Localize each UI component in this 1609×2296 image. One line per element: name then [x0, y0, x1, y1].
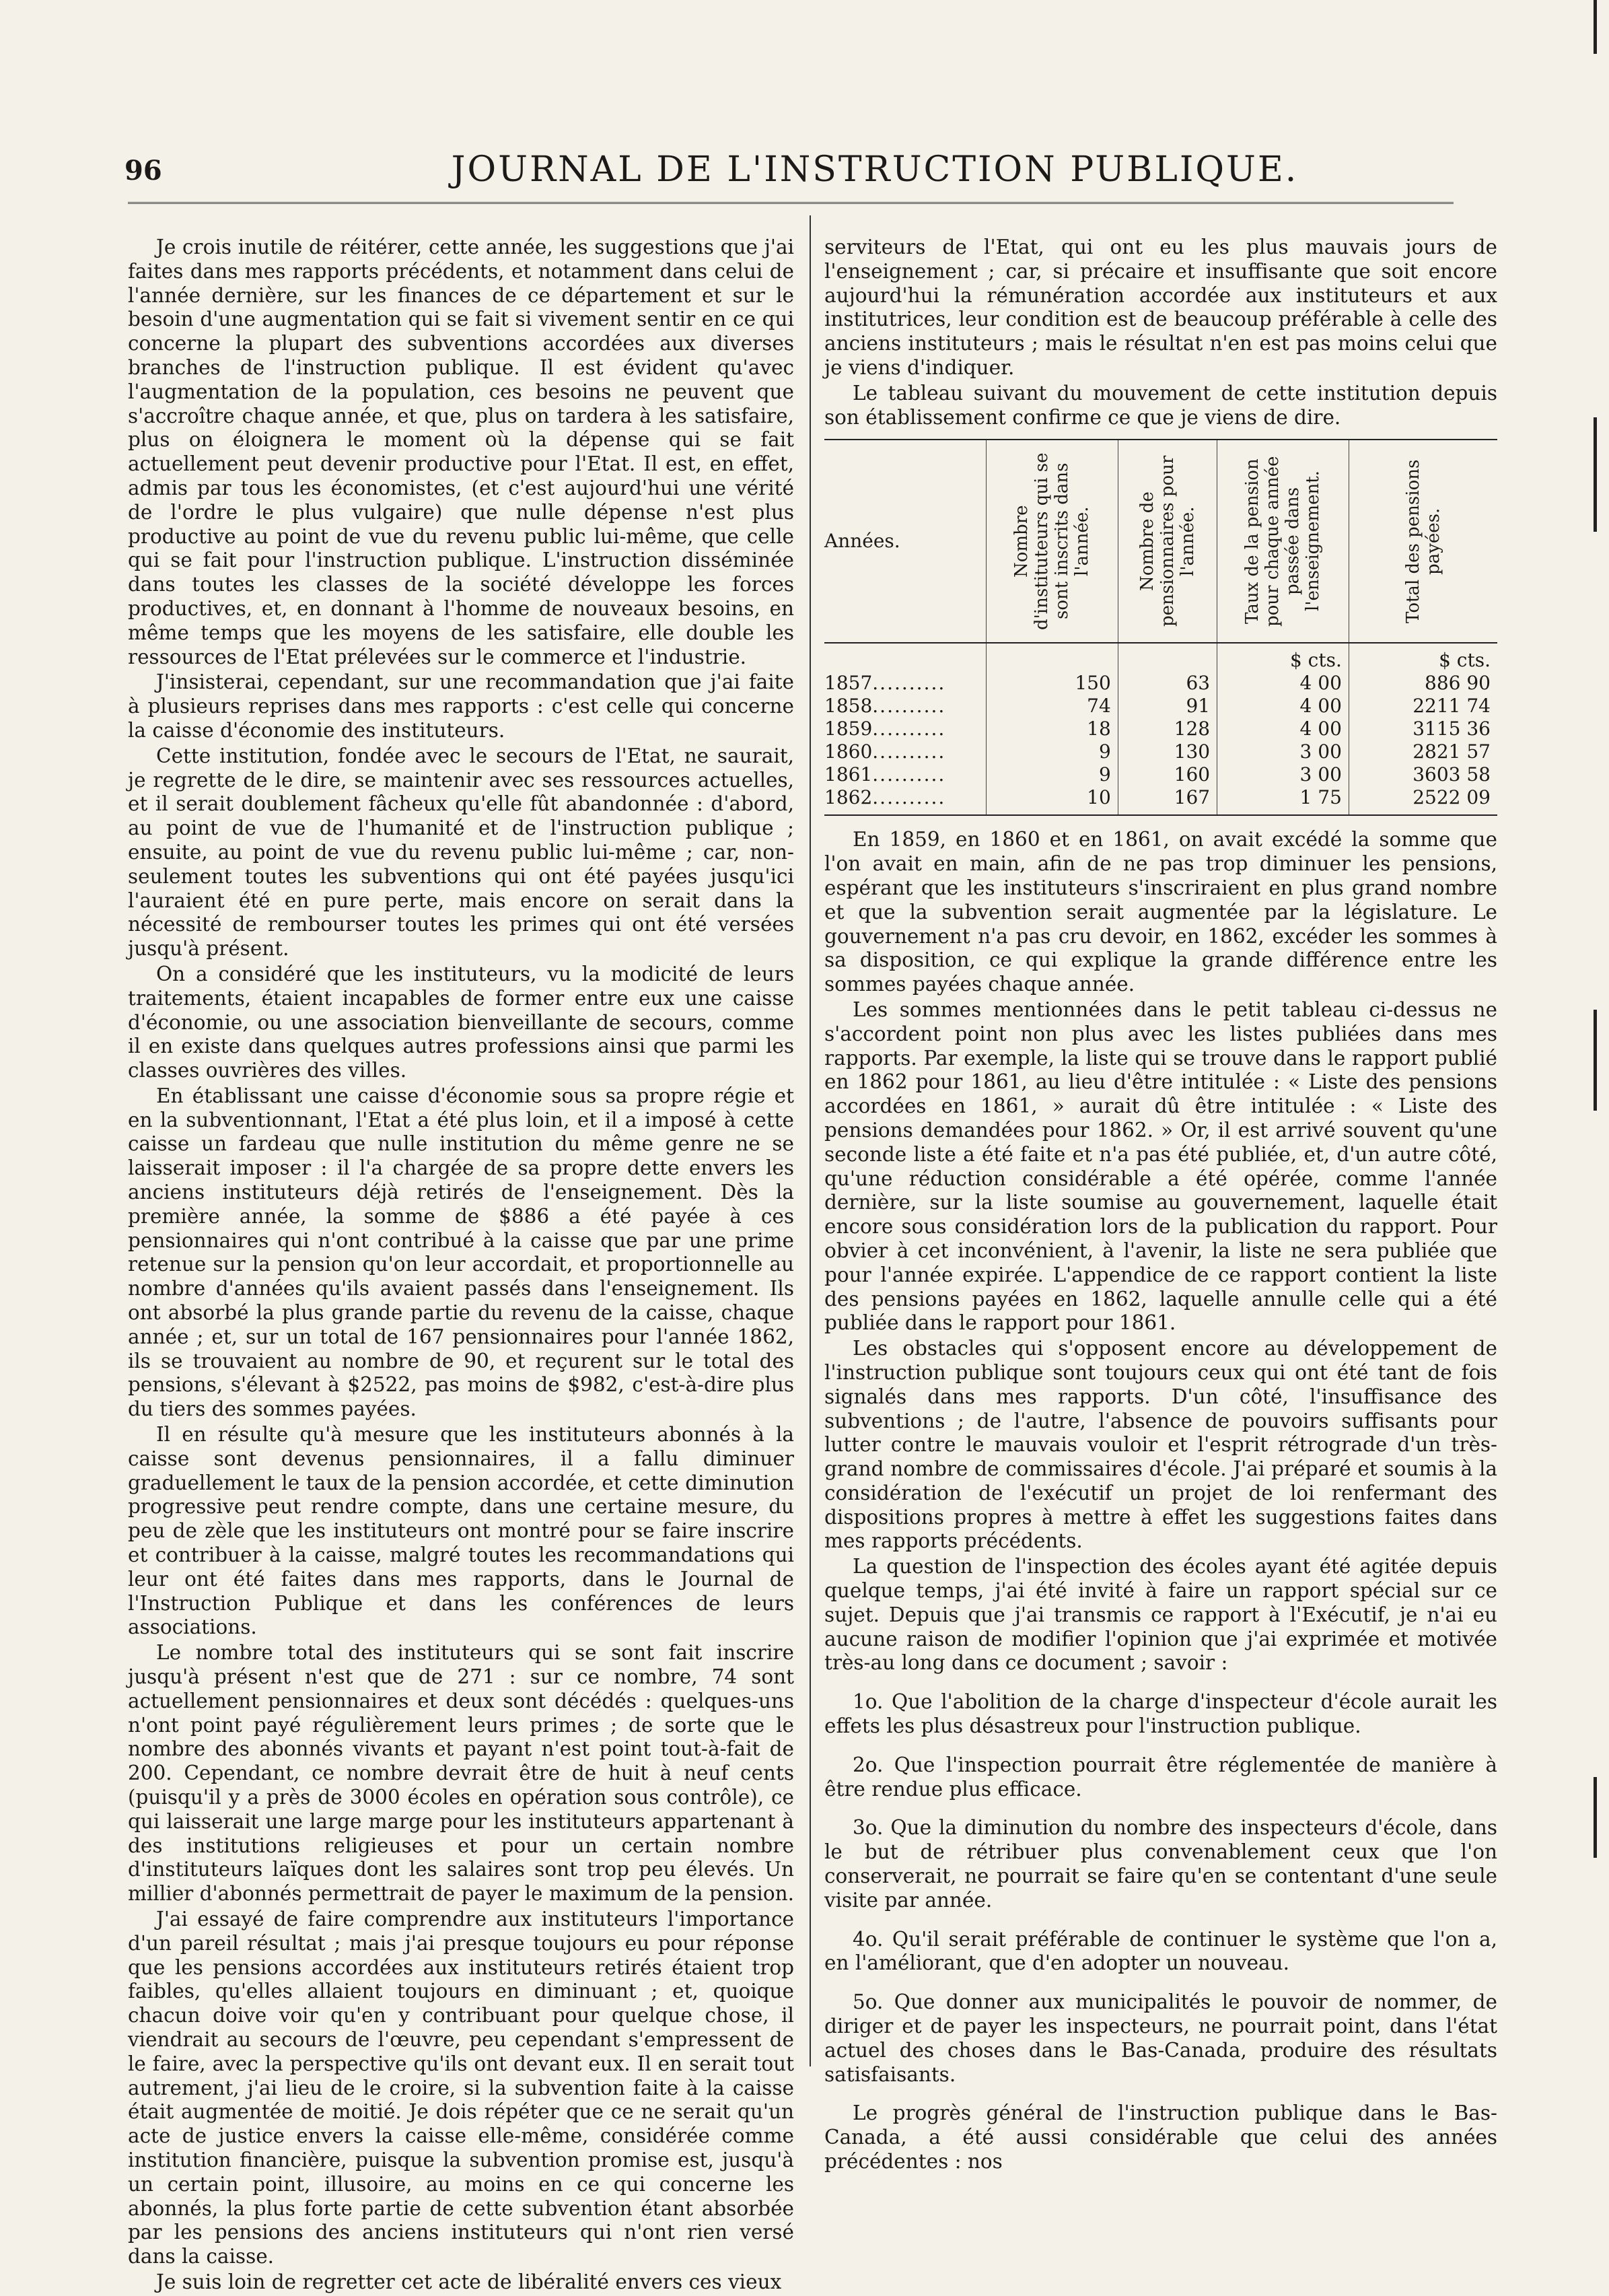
table-row: 1861.......... 9 160 3 00 3603 58 — [824, 763, 1497, 786]
scan-edge-mark — [1594, 417, 1597, 532]
paragraph: Je suis loin de regretter cet acte de libéralité envers ces vieux — [156, 2270, 782, 2293]
table-row: 1859.......... 18 128 4 00 3115 36 — [824, 718, 1497, 740]
table-row: 1860.......... 9 130 3 00 2821 57 — [824, 740, 1497, 763]
paragraph: En 1859, en 1860 et en 1861, on avait excédé la somme que l'on avait en main, afin de ne pas trop diminuer les pensions, espérant que les instituteurs s'inscriraient en plus grand nombre et que la subvention serait augmentée par la législature. Le gouvernement n'a pas cru devoir, en 1862, excéder les sommes à sa disposition, ce qui explique la grande différence entre les sommes payées chaque année. — [824, 828, 1497, 996]
left-column — [128, 236, 794, 2296]
paragraph: Je crois inutile de réitérer, cette année, les suggestions que j'ai faites dans mes rapports précédents, et notamment dans celui de l'année dernière, sur les finances de ce département et sur le besoin d'une augmentation qui se fait si vivement sentir en ce qui concerne la plupart des subventions accordées aux diverses branches de l'instruction publique. Il est évident qu'avec l'augmentation de la population, ces besoins ne peuvent que s'accroître chaque année, et que, plus on tardera à les satisfaire, plus on éloignera le moment où la dépense qui se fait actuellement peut devenir productive pour l'Etat. Il est, en effet, admis par tous les économistes, (et c'est aujourd'hui une vérité de l'ordre le plus vulgaire) que nulle dépense n'est plus productive au point de vue du revenu public lui-même, que celle qui se fait pour l'instruction publique. L'instruction disséminée dans toutes les classes de la société développe les forces productives, et, en donnant à l'homme de nouveaux besoins, en même temps que les moyens de les satisfaire, elle double les ressources de l'Etat prélevées sur le commerce et l'industrie. — [128, 236, 794, 668]
table-row: 1857.......... 150 63 4 00 886 90 — [824, 672, 1497, 695]
paragraph: J'ai essayé de faire comprendre aux instituteurs l'importance d'un pareil résultat ; mais j'ai presque toujours eu pour réponse que les pensions accordées aux instituteurs retirés étaient trop faibles, qu'elles allaient toujours en diminuant ; et, quoique chacun doive voir qu'en y contribuant pour quelque chose, il viendrait au secours de l'œuvre, peu cependant s'empressent de le faire, avec la perspective qu'ils ont devant eux. Il en serait tout autrement, j'ai lieu de le croire, si la subvention faite à la caisse était augmentée de moitié. Je dois répéter que ce ne serait qu'un acte de justice envers la caisse elle-même, considérée comme institution financière, puisque la subvention promise est, jusqu'à un certain point, illusoire, au moins en ce qui concerne les abonnés, la plus forte partie de cette subvention étant absorbée par les pensions des anciens instituteurs qui n'ont rien versé dans la caisse. — [128, 1907, 794, 2268]
paragraph: En établissant une caisse d'économie sous sa propre régie et en la subventionnant, l'Etat a été plus loin, et il a imposé à cette caisse un fardeau que nulle institution du même genre ne se laisserait imposer : il l'a chargée de sa propre dette envers les anciens instituteurs déjà retirés de l'enseignement. Dès la première année, la somme de $886 a été payée à ces pensionnaires qui n'ont contribué à la caisse que par une prime retenue sur la pension qu'on leur accordait, et proportionnelle au nombre d'années qu'ils avaient passés dans l'enseignement. Ils ont absorbé la plus grande partie du revenu de la caisse, chaque année ; et, sur un total de 167 pensionnaires pour l'année 1862, ils se trouvaient au nombre de 90, et reçurent sur le total des pensions, s'élevant à $2522, pas moins de $982, c'est-à-dire plus du tiers des sommes payées. — [128, 1084, 794, 1421]
column-divider — [810, 215, 811, 2066]
paragraph: La question de l'inspection des écoles ayant été agitée depuis quelque temps, j'ai été invité à faire un rapport spécial sur ce sujet. Depuis que j'ai transmis ce rapport à l'Exécutif, je n'ai eu aucune raison de modifier l'opinion que j'ai exprimée et motivée très-au long dans ce document ; savoir : — [824, 1555, 1497, 1675]
table-row: 1858.......... 74 91 4 00 2211 74 — [824, 695, 1497, 718]
page-title: JOURNAL DE L'INSTRUCTION PUBLIQUE. — [451, 149, 1299, 190]
table-row: 1862.......... 10 167 1 75 2522 09 — [824, 786, 1497, 815]
paragraph: Le progrès général de l'instruction publique dans le Bas-Canada, a été aussi considérable que celui des années précédentes : nos — [824, 2101, 1497, 2173]
table-header: Total des pensions payées. — [1349, 440, 1497, 643]
scan-edge-mark — [1594, 1777, 1597, 1858]
paragraph: Cette institution, fondée avec le secours de l'Etat, ne saurait, je regrette de le dire, se maintenir avec ses ressources actuelles, et il serait doublement fâcheux qu'elle fût abandonnée : d'abord, au point de vue de l'humanité et de l'instruction publique ; ensuite, au point de vue du revenu public lui-même ; car, non-seulement toutes les subventions qui ont été payées jusqu'ici l'auraient été en pure perte, mais encore on serait dans la nécessité de rembourser toutes les primes qui ont été versées jusqu'à présent. — [128, 744, 794, 961]
list-item: 1o. Que l'abolition de la charge d'inspecteur d'école aurait les effets les plus désastreux pour l'instruction publique. — [824, 1690, 1497, 1738]
paragraph: Les sommes mentionnées dans le petit tableau ci-dessus ne s'accordent point non plus avec les listes publiées dans mes rapports. Par exemple, la liste qui se trouve dans le rapport publié en 1862 pour 1861, au lieu d'être intitulée : « Liste des pensions accordées en 1861, » aurait dû être intitulée : « Liste des pensions demandées pour 1862. » Or, il est arrivé souvent qu'une seconde liste a été faite et n'a pas été publiée, et, d'un autre côté, qu'une réduction considérable a été opérée, comme l'année dernière, sur la liste soumise au gouvernement, laquelle était encore sous considération lors de la publication du rapport. Pour obvier à cet inconvénient, à l'avenir, la liste ne sera publiée que pour l'année expirée. L'appendice de ce rapport contient la liste des pensions payées en 1862, laquelle annulle celle qui a été publiée dans le rapport pour 1861. — [824, 998, 1497, 1335]
list-item: 5o. Que donner aux municipalités le pouvoir de nommer, de diriger et de payer les inspecteurs, ne pourrait point, dans l'état actuel des choses dans le Bas-Canada, produire des résultats satisfaisants. — [824, 1990, 1497, 2086]
paragraph: On a considéré que les instituteurs, vu la modicité de leurs traitements, étaient incapables de former entre eux une caisse d'économie, ou une association bienveillante de secours, comme il en existe dans quelques autres professions ainsi que parmi les classes ouvrières des villes. — [128, 962, 794, 1082]
table-units-row: $ cts. $ cts. — [824, 643, 1497, 672]
paragraph: Le nombre total des instituteurs qui se sont fait inscrire jusqu'à présent n'est que de 271 : sur ce nombre, 74 sont actuellement pensionnaires et deux sont décédés : quelques-uns n'ont point payé régulièrement leurs primes ; de sorte que le nombre des abonnés vivants et payant n'est point tout-à-fait de 200. Cependant, ce nombre devrait être de huit à neuf cents (puisqu'il y a près de 3000 écoles en opération sous contrôle), ce qui laisserait une large marge pour les instituteurs appartenant à des institutions religieuses et pour un certain nombre d'instituteurs laïques dont les salaires sont trop peu élevés. Un millier d'abonnés permettrait de payer le maximum de la pension. — [128, 1641, 794, 1906]
list-item: 3o. Que la diminution du nombre des inspecteurs d'école, dans le but de rétribuer plus convenablement ceux que l'on conserverait, ne pourrait se faire qu'en se contentant d'une seule visite par année. — [824, 1816, 1497, 1912]
right-column — [824, 236, 1497, 2176]
paragraph: Le tableau suivant du mouvement de cette institution depuis son établissement confirme ce que je viens de dire. — [824, 381, 1497, 429]
paragraph: J'insisterai, cependant, sur une recommandation que j'ai faite à plusieurs reprises dans mes rapports : c'est celle qui concerne la caisse d'économie des instituteurs. — [128, 670, 794, 742]
paragraph: Il en résulte qu'à mesure que les instituteurs abonnés à la caisse sont devenus pensionnaires, il a fallu diminuer graduellement le taux de la pension accordée, et cette diminution progressive peut rendre compte, dans une certaine mesure, du peu de zèle que les instituteurs ont montré pour se faire inscrire et contribuer à la caisse, malgré toutes les recommandations qui leur ont été faites dans mes rapports, dans le Journal de l'Instruction Publique et dans les conférences de leurs associations. — [128, 1423, 794, 1639]
table-header: Nombre d'instituteurs qui se sont inscrits dans l'année. — [987, 440, 1118, 643]
pension-table — [824, 439, 1497, 816]
header-rule — [128, 202, 1454, 204]
scan-edge-mark — [1594, 1010, 1597, 1111]
table-header: Nombre de pensionnaires pour l'année. — [1118, 440, 1217, 643]
table-header: Années. — [824, 440, 987, 643]
paragraph: serviteurs de l'Etat, qui ont eu les plus mauvais jours de l'enseignement ; car, si précaire et insuffisante que soit encore aujourd'hui la rémunération accordée aux instituteurs et aux institutrices, leur condition est de beaucoup préférable à celle des anciens instituteurs ; mais le résultat n'en est pas moins celui que je viens d'indiquer. — [824, 236, 1497, 379]
scan-edge-mark — [1594, 0, 1597, 54]
paragraph: Les obstacles qui s'opposent encore au développement de l'instruction publique sont toujours ceux qui ont été tant de fois signalés dans mes rapports. D'un côté, l'insuffisance des subventions ; de l'autre, l'absence de pouvoirs suffisants pour lutter contre le mauvais vouloir et l'esprit rétrograde d'un très-grand nombre de commissaires d'école. J'ai préparé et soumis à la considération de l'exécutif un projet de loi renfermant des dispositions propres à mettre à effet les suggestions faites dans mes rapports précédents. — [824, 1337, 1497, 1553]
page-number: 96 — [124, 155, 162, 186]
list-item: 2o. Que l'inspection pourrait être réglementée de manière à être rendue plus efficace. — [824, 1753, 1497, 1801]
table-header: Taux de la pension pour chaque année passée dans l'enseignement. — [1217, 440, 1349, 643]
list-item: 4o. Qu'il serait préférable de continuer le système que l'on a, en l'améliorant, que d'en adopter un nouveau. — [824, 1927, 1497, 1975]
